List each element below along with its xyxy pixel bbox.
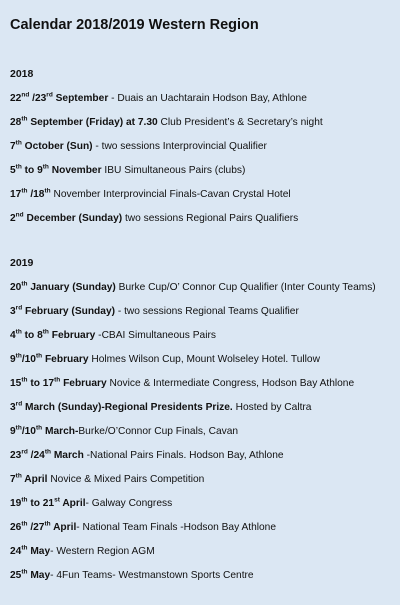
event-description: Club President’s & Secretary’s night <box>157 117 323 128</box>
event-date: /10 <box>21 354 36 365</box>
event-date: February <box>60 378 107 389</box>
event-date: March <box>50 450 84 461</box>
event-list <box>10 93 390 225</box>
event-date: 25 <box>10 570 22 581</box>
event-description: -CBAI Simultaneous Pairs <box>95 330 216 341</box>
event-entry <box>10 282 390 294</box>
event-date: 7 <box>10 141 16 152</box>
event-description: Holmes Wilson Cup, Mount Wolseley Hotel. Tullow <box>88 354 320 365</box>
event-description: IBU Simultaneous Pairs (clubs) <box>101 165 246 176</box>
event-date: /18 <box>27 189 45 200</box>
event-date: April <box>21 474 48 485</box>
event-date: to 8 <box>21 330 43 341</box>
event-date: /23 <box>29 93 47 104</box>
ordinal-suffix: th <box>44 520 51 528</box>
event-date: September (Friday) at 7.30 <box>27 117 158 128</box>
ordinal-suffix: th <box>21 280 28 288</box>
event-entry <box>10 165 390 177</box>
ordinal-suffix: th <box>44 448 51 456</box>
event-description: Novice & Mixed Pairs Competition <box>47 474 205 485</box>
event-list <box>10 282 390 582</box>
ordinal-suffix: th <box>15 424 22 432</box>
event-entry <box>10 402 390 414</box>
event-description: Novice & Intermediate Congress, Hodson Bay Athlone <box>106 378 355 389</box>
event-entry <box>10 213 390 225</box>
ordinal-suffix: th <box>21 520 28 528</box>
event-date: September <box>52 93 109 104</box>
event-date: 5 <box>10 165 16 176</box>
event-date: 20 <box>10 282 22 293</box>
ordinal-suffix: th <box>15 472 22 480</box>
ordinal-suffix: th <box>44 187 51 195</box>
event-entry <box>10 378 390 390</box>
event-description: - National Team Finals -Hodson Bay Athlone <box>76 522 277 533</box>
event-date: December (Sunday) <box>23 213 123 224</box>
event-date: 3 <box>10 306 16 317</box>
event-date: March- <box>42 426 79 437</box>
event-description: two sessions Regional Pairs Qualifiers <box>122 213 299 224</box>
event-date: November <box>48 165 102 176</box>
event-entry <box>10 426 390 438</box>
ordinal-suffix: rd <box>46 91 53 99</box>
event-entry <box>10 474 390 486</box>
ordinal-suffix: nd <box>21 91 30 99</box>
event-date: 28 <box>10 117 22 128</box>
event-description: Burke Cup/O’ Connor Cup Qualifier (Inter County Teams) <box>115 282 376 293</box>
event-date: January (Sunday) <box>27 282 116 293</box>
ordinal-suffix: th <box>21 115 28 123</box>
ordinal-suffix: th <box>15 163 22 171</box>
ordinal-suffix: nd <box>15 211 24 219</box>
event-date: /27 <box>27 522 45 533</box>
event-date: February <box>48 330 96 341</box>
event-entry <box>10 117 390 129</box>
event-date: 2 <box>10 213 16 224</box>
event-date: March (Sunday)-Regional Presidents Prize. <box>22 402 233 413</box>
ordinal-suffix: th <box>21 187 28 195</box>
ordinal-suffix: th <box>54 376 61 384</box>
event-description: - two sessions Interprovincial Qualifier <box>92 141 267 152</box>
event-date: May <box>27 570 51 581</box>
event-date: 17 <box>10 189 22 200</box>
event-entry <box>10 189 390 201</box>
event-description: - Western Region AGM <box>50 546 155 557</box>
event-entry <box>10 450 390 462</box>
ordinal-suffix: th <box>21 496 28 504</box>
event-description: - Duais an Uachtarain Hodson Bay, Athlone <box>108 93 307 104</box>
ordinal-suffix: rd <box>15 304 23 312</box>
event-date: April <box>50 522 77 533</box>
ordinal-suffix: rd <box>15 400 23 408</box>
event-date: February <box>42 354 89 365</box>
ordinal-suffix: th <box>42 163 49 171</box>
event-entry <box>10 330 390 342</box>
event-description: - 4Fun Teams- Westmanstown Sports Centre <box>50 570 254 581</box>
section-2018 <box>10 68 390 225</box>
event-date: May <box>27 546 51 557</box>
event-entry <box>10 570 390 582</box>
event-date: February (Sunday) <box>22 306 116 317</box>
event-date: /10 <box>21 426 36 437</box>
event-description: -National Pairs Finals. Hodson Bay, Athlone <box>83 450 284 461</box>
ordinal-suffix: th <box>21 544 28 552</box>
event-description: Burke/O’Connor Cup Finals, Cavan <box>78 426 239 437</box>
event-description: Hosted by Caltra <box>232 402 312 413</box>
event-description: - two sessions Regional Teams Qualifier <box>115 306 299 317</box>
event-date: 24 <box>10 546 22 557</box>
event-entry <box>10 306 390 318</box>
ordinal-suffix: th <box>35 424 43 432</box>
ordinal-suffix: th <box>42 328 49 336</box>
ordinal-suffix: th <box>15 328 22 336</box>
event-date: 22 <box>10 93 22 104</box>
event-date: 23 <box>10 450 22 461</box>
event-date: to 21 <box>27 498 55 509</box>
event-entry <box>10 354 390 366</box>
year-heading: 2019 <box>10 257 34 269</box>
ordinal-suffix: rd <box>21 448 28 456</box>
year-heading: 2018 <box>10 68 34 80</box>
event-date: 9 <box>10 354 16 365</box>
event-description: - Galway Congress <box>85 498 173 509</box>
event-entry <box>10 93 390 105</box>
event-entry <box>10 141 390 153</box>
ordinal-suffix: th <box>21 568 28 576</box>
event-date: 19 <box>10 498 22 509</box>
event-description: November Interprovincial Finals-Cavan Crystal Hotel <box>50 189 291 200</box>
event-date: April <box>59 498 86 509</box>
ordinal-suffix: th <box>15 352 22 360</box>
page-title: Calendar 2018/2019 Western Region <box>10 17 259 33</box>
event-date: October (Sun) <box>21 141 93 152</box>
event-date: to 9 <box>21 165 43 176</box>
event-date: /24 <box>27 450 45 461</box>
section-2019 <box>10 257 390 582</box>
event-date: 15 <box>10 378 22 389</box>
ordinal-suffix: th <box>15 139 22 147</box>
event-date: 9 <box>10 426 16 437</box>
ordinal-suffix: th <box>21 376 28 384</box>
event-date: 3 <box>10 402 16 413</box>
event-entry <box>10 498 390 510</box>
ordinal-suffix: st <box>54 496 60 504</box>
event-date: 26 <box>10 522 22 533</box>
event-date: to 17 <box>27 378 55 389</box>
event-date: 4 <box>10 330 16 341</box>
event-entry <box>10 546 390 558</box>
event-date: 7 <box>10 474 16 485</box>
ordinal-suffix: th <box>35 352 43 360</box>
event-entry <box>10 522 390 534</box>
